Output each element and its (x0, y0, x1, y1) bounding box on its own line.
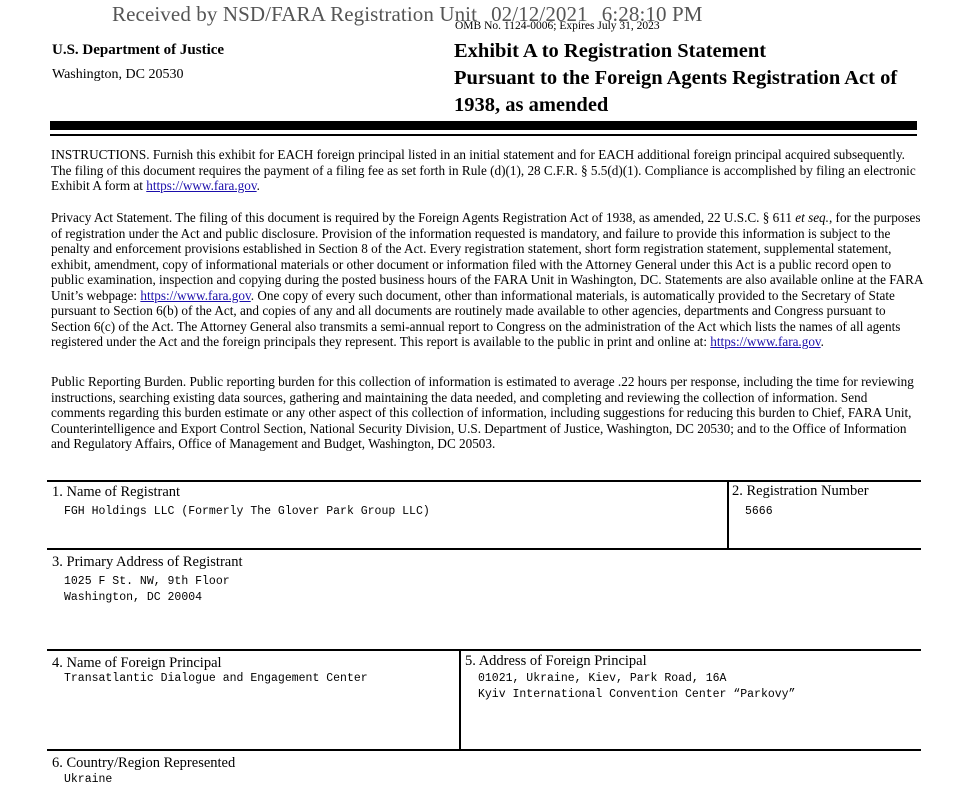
fara-link-privacy-2[interactable]: https://www.fara.gov (710, 334, 821, 349)
privacy-paragraph (51, 210, 923, 350)
foreign-principal-address-line-2: Kyiv International Convention Center “Parkovy” (478, 688, 796, 701)
form-divider-2 (459, 649, 461, 751)
registration-number-value: 5666 (745, 505, 773, 518)
received-stamp-date: 02/12/2021 (491, 2, 588, 26)
privacy-text-2: , for the purposes of registration under the Act and public disclosure. Provision of the information requested is mandatory, and failure to provide this information is subject to the penalty and enforcement provisions established in Section 8 of the Act. Every registration statement, short form registration statement, supplemental statement, exhibit, amendment, copy of informational materials or other document or information filed with the Attorney General under this Act is a public record open to public examination, inspection and copying during the posted business hours of the FARA Unit in Washington, DC. Statements are also available online at the FARA Unit’s webpage: (51, 210, 923, 303)
registrant-address-label: 3. Primary Address of Registrant (52, 554, 243, 570)
country-represented-label: 6. Country/Region Represented (52, 755, 236, 771)
foreign-principal-name-value: Transatlantic Dialogue and Engagement Center (64, 672, 368, 685)
registrant-address-line-1: 1025 F St. NW, 9th Floor (64, 575, 230, 588)
fara-link-privacy-1[interactable]: https://www.fara.gov (140, 287, 251, 303)
instructions-end: . (256, 178, 260, 193)
privacy-end: . (820, 334, 824, 349)
foreign-principal-address-label: 5. Address of Foreign Principal (465, 653, 647, 669)
registrant-name-label: 1. Name of Registrant (52, 484, 181, 500)
title-line-1: Exhibit A to Registration Statement (454, 40, 767, 62)
header-divider-thin (50, 134, 917, 136)
privacy-et-seq: et seq. (795, 210, 829, 225)
burden-paragraph: Public Reporting Burden. Public reporting burden for this collection of information is estimated to average .22 hours per response, including the time for reviewing instructions, searching existing data sources, gathering and maintaining the data needed, and completing and reviewing the collection of information. Send comments regarding this burden estimate or any other aspect of this collection of information, including suggestions for reducing this burden to Chief, FARA Unit, Counterintelligence and Export Control Section, National Security Division, U.S. Department of Justice, Washington, DC 20530; and to the Office of Information and Regulatory Affairs, Office of Management and Budget, Washington, DC 20503. (51, 374, 914, 451)
foreign-principal-name-label: 4. Name of Foreign Principal (52, 655, 222, 671)
received-stamp-time: 6:28:10 PM (601, 2, 703, 26)
omb-number: OMB No. 1124-0006; Expires July 31, 2023 (455, 20, 660, 32)
form-line-4 (47, 749, 921, 751)
department-name: U.S. Department of Justice (52, 42, 225, 58)
foreign-principal-address-line-1: 01021, Ukraine, Kiev, Park Road, 16A (478, 672, 727, 685)
privacy-text-1: Privacy Act Statement. The filing of this document is required by the Foreign Agents Registration Act of 1938, as amended, 22 U.S.C. § 611 (51, 210, 792, 225)
form-divider-1 (727, 480, 729, 550)
form-line-2 (47, 548, 921, 550)
registrant-name-value: FGH Holdings LLC (Formerly The Glover Park Group LLC) (64, 505, 430, 518)
title-line-2: Pursuant to the Foreign Agents Registration Act of (454, 67, 898, 89)
form-line-3 (47, 649, 921, 651)
department-city: Washington, DC 20530 (52, 67, 184, 82)
title-line-3: 1938, as amended (454, 94, 609, 116)
received-stamp-text: Received by NSD/FARA Registration Unit (112, 2, 478, 26)
header-divider-thick (50, 121, 917, 130)
instructions-paragraph (51, 147, 923, 194)
privacy-text-3: . One copy of every such document, other than informational materials, is automatically provided to the Secretary of State pursuant to Section 6(b) of the Act, and copies of any and all documents are routinely made available to other agencies, departments and Congress pursuant to Section 6(c) of the Act. The Attorney General also transmits a semi-annual report to Congress on the administration of the Act which lists the names of all agents registered under the Act and the foreign principals they represent. This report is available to the public in print and online at: (51, 287, 901, 349)
registration-number-label: 2. Registration Number (732, 483, 869, 499)
fara-link-instructions[interactable]: https://www.fara.gov (146, 178, 257, 193)
country-represented-value: Ukraine (64, 773, 113, 786)
registrant-address-line-2: Washington, DC 20004 (64, 591, 203, 604)
form-line-1 (47, 480, 921, 482)
page-title (454, 38, 944, 119)
instructions-text: INSTRUCTIONS. Furnish this exhibit for EACH foreign principal listed in an initial statement and for EACH additional foreign principal acquired subsequently. The filing of this document requires the payment of a filing fee as set forth in Rule (d)(1), 28 C.F.R. § 5.5(d)(1). Compliance is accomplished by filing an electronic Exhibit A form at (51, 147, 916, 193)
